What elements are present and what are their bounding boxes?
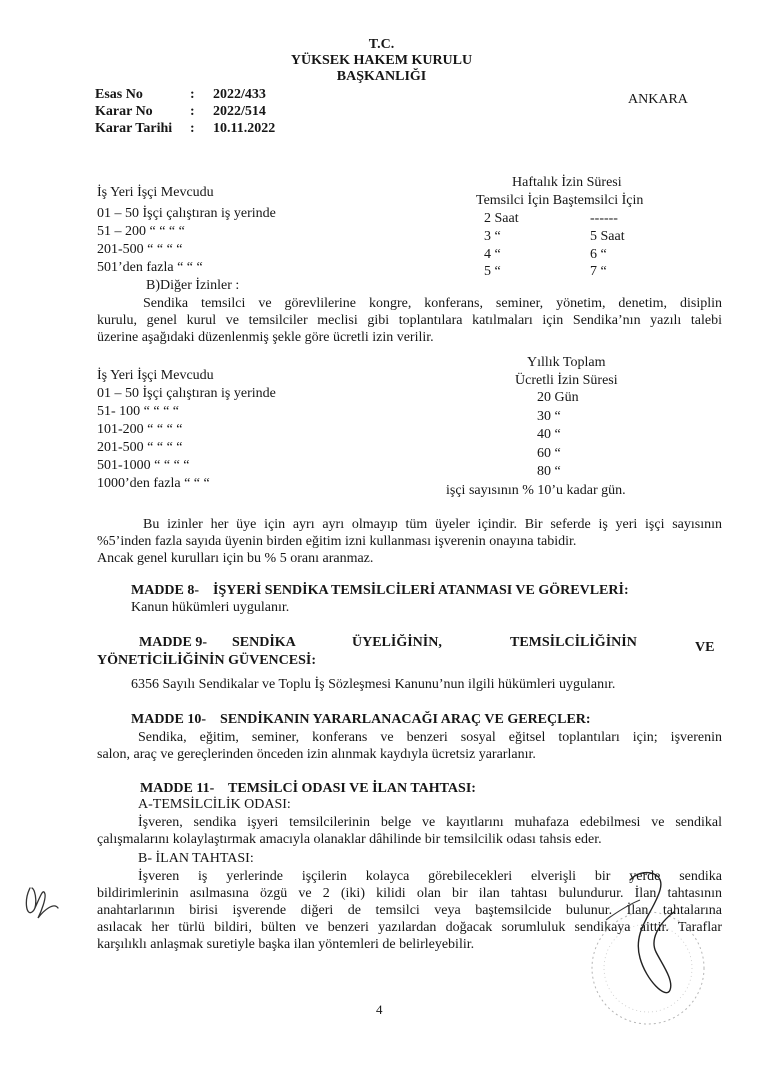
karar-colon: : bbox=[190, 104, 195, 119]
madde-8-body: Kanun hükümleri uygulanır. bbox=[131, 600, 290, 615]
yearly-row-value: 80 “ bbox=[537, 464, 561, 479]
paragraph-line: İşveren iş yerlerinde işçilerin kolayca görebilecekleri elverişli bir yerde sendika bbox=[138, 869, 722, 884]
yearly-row-label: 201-500 “ “ “ “ bbox=[97, 440, 183, 455]
header-presidency: BAŞKANLIĞI bbox=[336, 69, 427, 84]
esas-value: 2022/433 bbox=[213, 87, 266, 102]
yearly-head-1: Yıllık Toplam bbox=[527, 355, 606, 370]
weekly-row-bas: 7 “ bbox=[590, 264, 607, 279]
weekly-head-2: Temsilci İçin Baştemsilci İçin bbox=[476, 193, 644, 208]
madde-10-body bbox=[97, 729, 722, 763]
paragraph-line: bildirimlerinin asılmasına özgü ve 2 (iki) kilidi olan bir ilan tahtası bulundurur. İlan tahtasının bbox=[97, 886, 722, 901]
weekly-row-label: 51 – 200 “ “ “ “ bbox=[97, 224, 185, 239]
paragraph-line: kurulu, genel kurul ve temsilciler meclisi gibi toplantılara katılmaları için Sendika’nın yazılı talebi bbox=[97, 313, 722, 328]
paragraph-line: asılacak her türlü bildiri, bülten ve benzeri yazılardan doğacak sorumluluk sendikaya aittir. Taraflar bbox=[97, 920, 722, 935]
header-tc: T.C. bbox=[368, 37, 395, 52]
karar-label: Karar No bbox=[95, 104, 153, 119]
madde-9-word: MADDE 9- bbox=[139, 635, 208, 650]
tarih-value: 10.11.2022 bbox=[213, 121, 276, 136]
paragraph-line: %5’inden fazla sayıda üyenin birden eğitim izni kullanması işverenin onayına tabidir. bbox=[97, 534, 577, 549]
paragraph-line: Sendika, eğitim, seminer, konferans ve benzeri sosyal eğitsel toplantıları için; işverenin bbox=[138, 730, 722, 745]
weekly-left-head: İş Yeri İşçi Mevcudu bbox=[97, 185, 214, 200]
madde-11-title: MADDE 11- TEMSİLCİ ODASI VE İLAN TAHTASI: bbox=[140, 781, 476, 796]
weekly-row-label: 01 – 50 İşçi çalıştıran iş yerinde bbox=[97, 206, 276, 221]
yearly-row-label: 51- 100 “ “ “ “ bbox=[97, 404, 180, 419]
madde-11-a-body bbox=[97, 814, 722, 848]
note-paragraph bbox=[97, 516, 722, 567]
madde-9-title-line2: YÖNETİCİLİĞİNİN GÜVENCESİ: bbox=[97, 653, 316, 668]
signature-stroke bbox=[630, 873, 674, 993]
madde-8-title: MADDE 8- İŞYERİ SENDİKA TEMSİLCİLERİ ATANMASI VE GÖREVLERİ: bbox=[131, 583, 629, 598]
esas-label: Esas No bbox=[95, 87, 143, 102]
yearly-row-label: 101-200 “ “ “ “ bbox=[97, 422, 183, 437]
yearly-row-value: 60 “ bbox=[537, 446, 561, 461]
other-permissions-paragraph bbox=[97, 295, 722, 346]
signature-stamp bbox=[570, 860, 730, 1030]
paragraph-line: anahtarlarının birisi işverende diğeri de temsilci veya baştemsilcide bulunur. İlan tahtalarına bbox=[97, 903, 722, 918]
yearly-row-value: 20 Gün bbox=[537, 390, 579, 405]
paragraph-line: üzerine aşağıdaki düzenlenmiş şekle göre ücretli izin verilir. bbox=[97, 330, 434, 345]
paragraph-line: çalışmalarını kolaylaştırmak amacıyla olanaklar dâhilinde bir temsilcilik odası tahsis eder. bbox=[97, 832, 602, 847]
paragraph-line: Sendika temsilci ve görevlilerine kongre, konferans, seminer, yönetim, denetim, disiplin bbox=[143, 296, 722, 311]
header-city: ANKARA bbox=[628, 92, 688, 107]
weekly-row-temsilci: 3 “ bbox=[484, 229, 501, 244]
tarih-label: Karar Tarihi bbox=[95, 121, 173, 136]
yearly-row-label: 1000’den fazla “ “ “ bbox=[97, 476, 210, 491]
header-institution: YÜKSEK HAKEM KURULU bbox=[290, 53, 473, 68]
paragraph-line: İşveren, sendika işyeri temsilcilerinin belge ve kayıtlarını muhafaza edebilmesi ve sendikal bbox=[138, 815, 722, 830]
weekly-row-temsilci: 4 “ bbox=[484, 247, 501, 262]
tarih-colon: : bbox=[190, 121, 195, 136]
weekly-row-label: 501’den fazla “ “ “ bbox=[97, 260, 203, 275]
madde-9-body: 6356 Sayılı Sendikalar ve Toplu İş Sözleşmesi Kanunu’nun ilgili hükümleri uygulanır. bbox=[131, 677, 616, 692]
other-permissions-heading: B)Diğer İzinler : bbox=[146, 278, 240, 293]
weekly-row-label: 201-500 “ “ “ “ bbox=[97, 242, 183, 257]
yearly-row-value: 40 “ bbox=[537, 427, 561, 442]
madde-11-a-heading: A-TEMSİLCİLİK ODASI: bbox=[138, 797, 291, 812]
paragraph-line: salon, araç ve gereçlerinden önceden izin alınmak kaydıyla ücretsiz yararlanır. bbox=[97, 747, 536, 762]
madde-9-word: ÜYELİĞİNİN, bbox=[352, 635, 442, 650]
karar-value: 2022/514 bbox=[213, 104, 266, 119]
weekly-row-temsilci: 2 Saat bbox=[484, 211, 519, 226]
signature-stroke bbox=[606, 900, 640, 920]
yearly-row-value: 30 “ bbox=[537, 409, 561, 424]
paragraph-line: Bu izinler her üye için ayrı ayrı olmayıp tüm üyeler içindir. Bir seferde iş yeri işçi sayısının bbox=[143, 517, 722, 532]
esas-colon: : bbox=[190, 87, 195, 102]
weekly-row-bas: 5 Saat bbox=[590, 229, 625, 244]
yearly-row-value: işçi sayısının % 10’u kadar gün. bbox=[446, 483, 626, 498]
weekly-row-bas: 6 “ bbox=[590, 247, 607, 262]
paragraph-line: Ancak genel kurulları için bu % 5 oranı aranmaz. bbox=[97, 551, 374, 566]
yearly-left-head: İş Yeri İşçi Mevcudu bbox=[97, 368, 214, 383]
paragraph-line: karşılıklı anlaşmak suretiyle başka ilan yöntemleri de belirleyebilir. bbox=[97, 937, 475, 952]
yearly-row-label: 01 – 50 İşçi çalıştıran iş yerinde bbox=[97, 386, 276, 401]
weekly-row-bas: ------ bbox=[590, 211, 618, 226]
weekly-head-1: Haftalık İzin Süresi bbox=[512, 175, 622, 190]
page-number: 4 bbox=[376, 1002, 383, 1017]
madde-10-title: MADDE 10- SENDİKANIN YARARLANACAĞI ARAÇ VE GEREÇLER: bbox=[131, 712, 591, 727]
madde-11-b-heading: B- İLAN TAHTASI: bbox=[138, 851, 254, 866]
madde-9-word: VE bbox=[695, 640, 715, 655]
stamp-inner-circle bbox=[604, 924, 692, 1012]
weekly-row-temsilci: 5 “ bbox=[484, 264, 501, 279]
initials-mark bbox=[20, 880, 70, 930]
madde-9-word: TEMSİLCİLİĞİNİN bbox=[510, 635, 637, 650]
madde-9-word: SENDİKA bbox=[232, 635, 296, 650]
yearly-row-label: 501-1000 “ “ “ “ bbox=[97, 458, 190, 473]
yearly-head-2: Ücretli İzin Süresi bbox=[515, 373, 618, 388]
stamp-circle bbox=[592, 912, 704, 1024]
